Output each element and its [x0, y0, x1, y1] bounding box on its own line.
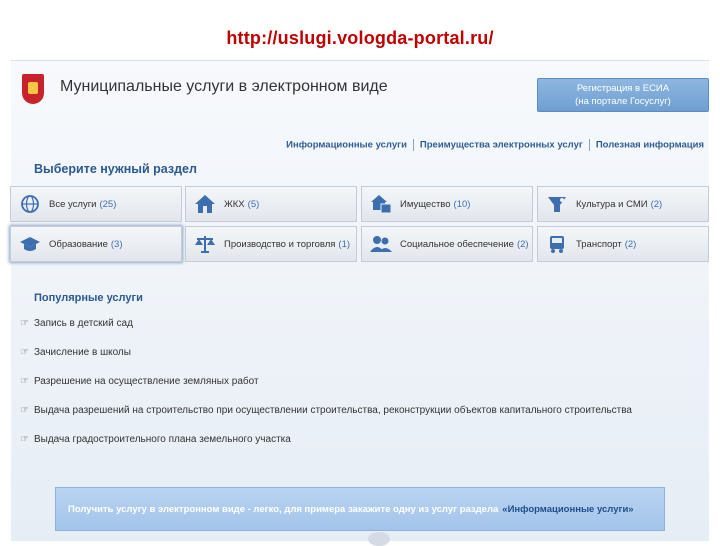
house-icon: [194, 193, 216, 215]
popular-item-label: Разрешение на осуществление земляных работ: [33, 376, 259, 387]
bullet-arrow-icon: ☞: [20, 347, 29, 358]
popular-item-label: Выдача градостроительного плана земельного участка: [33, 434, 291, 445]
esia-registration-button[interactable]: [537, 78, 709, 112]
scales-icon: [194, 233, 216, 255]
popular-item[interactable]: [20, 405, 632, 416]
tile-count: (3): [110, 238, 123, 250]
tile-social-security[interactable]: [361, 226, 533, 262]
tile-label: Транспорт: [576, 238, 622, 250]
popular-item[interactable]: [20, 434, 291, 445]
tile-production-trade[interactable]: [185, 226, 357, 262]
tile-count: (2): [650, 198, 663, 210]
tile-count: (2): [624, 238, 637, 250]
graduation-cap-icon: [19, 233, 41, 255]
popular-item-label: Запись в детский сад: [33, 318, 133, 329]
transport-icon: [546, 233, 568, 255]
bullet-arrow-icon: ☞: [20, 434, 29, 445]
slide-url: http://uslugi.vologda-portal.ru/: [226, 28, 494, 48]
tile-label: Производство и торговля: [224, 238, 336, 250]
tile-label: Все услуги: [49, 198, 97, 210]
tile-label: Культура и СМИ: [576, 198, 648, 210]
choose-section-heading: Выберите нужный раздел: [34, 162, 197, 176]
tile-all-services[interactable]: [10, 186, 182, 222]
coat-of-arms-icon: [22, 74, 44, 104]
tile-count: (5): [247, 198, 260, 210]
nav-divider: [413, 139, 414, 151]
bullet-arrow-icon: ☞: [20, 318, 29, 329]
nav-info-services[interactable]: Информационные услуги: [286, 139, 407, 151]
tile-count: (1): [338, 238, 351, 250]
info-banner: [55, 487, 665, 531]
globe-icon: [19, 193, 41, 215]
popular-services-heading: Популярные услуги: [34, 292, 143, 304]
people-icon: [370, 233, 392, 255]
tile-housing[interactable]: [185, 186, 357, 222]
top-navigation: [286, 139, 704, 151]
tile-count: (10): [453, 198, 471, 210]
popular-item[interactable]: [20, 318, 133, 329]
tile-count: (25): [99, 198, 117, 210]
popular-item-label: Зачисление в школы: [33, 347, 131, 358]
tile-label: ЖКХ: [224, 198, 245, 210]
property-icon: [370, 193, 392, 215]
portal-title: Муниципальные услуги в электронном виде: [60, 78, 388, 95]
popular-item[interactable]: [20, 347, 131, 358]
nav-divider: [589, 139, 590, 151]
nav-useful-info[interactable]: Полезная информация: [595, 139, 704, 151]
esia-button-label: Регистрация в ЕСИА: [576, 83, 670, 94]
tile-property[interactable]: [361, 186, 533, 222]
tile-label: Социальное обеспечение: [400, 238, 514, 250]
tile-education[interactable]: [10, 226, 182, 262]
bullet-arrow-icon: ☞: [20, 405, 29, 416]
banner-text: Получить услугу в электронном виде - легко, для примера закажите одну из услуг раздела: [68, 503, 499, 515]
popular-item-label: Выдача разрешений на строительство при осуществлении строительства, реконструкции объектов капитального строительства: [33, 405, 632, 416]
tile-transport[interactable]: [537, 226, 709, 262]
bullet-arrow-icon: ☞: [20, 376, 29, 387]
tile-culture-media[interactable]: [537, 186, 709, 222]
banner-link[interactable]: «Информационные услуги»: [502, 503, 634, 515]
esia-button-sublabel: (на портале Госуслуг): [575, 96, 671, 107]
nav-e-services-advantages[interactable]: Преимущества электронных услуг: [419, 139, 583, 151]
tile-label: Образование: [49, 238, 108, 250]
tile-label: Имущество: [400, 198, 451, 210]
scroll-indicator: [368, 532, 390, 546]
popular-item[interactable]: [20, 376, 259, 387]
culture-icon: [546, 193, 568, 215]
tile-count: (2): [516, 238, 529, 250]
